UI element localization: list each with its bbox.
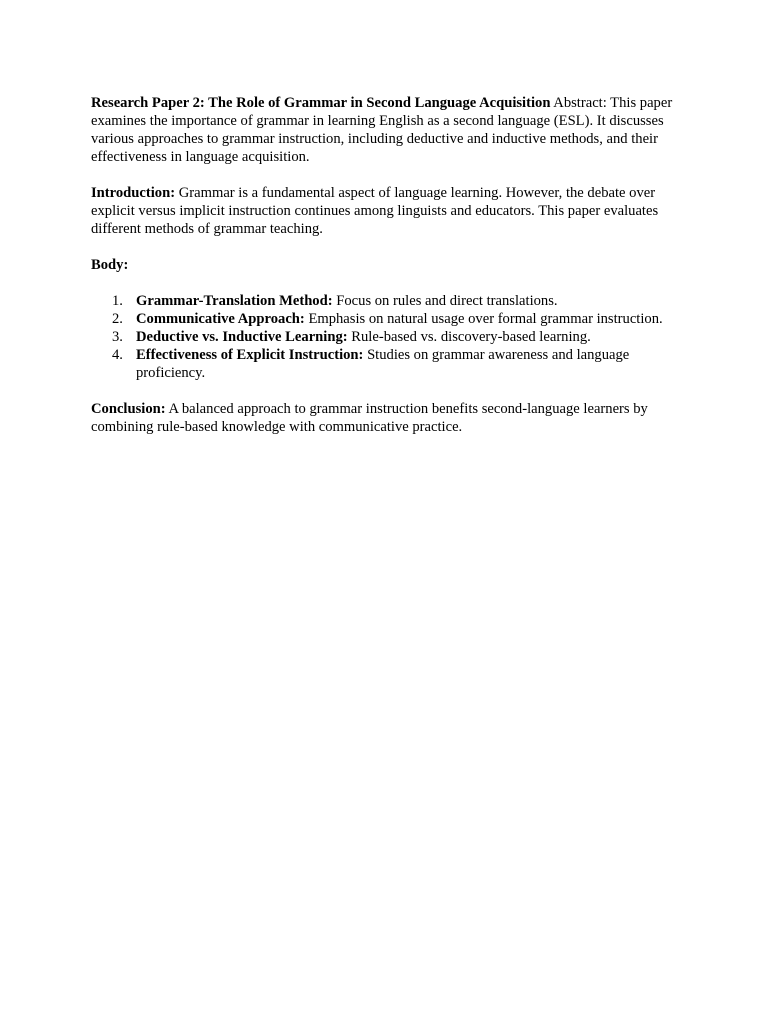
list-item (112, 328, 683, 346)
list-item-number: 3. (112, 329, 123, 345)
conclusion-text: A balanced approach to grammar instruction benefits second-language learners by combining rule-based knowledge with communicative practice. (91, 401, 648, 435)
list-item-text: Focus on rules and direct translations. (336, 293, 558, 309)
list-item-number: 1. (112, 293, 123, 309)
list-item-term: Deductive vs. Inductive Learning: (136, 329, 348, 345)
conclusion-paragraph (91, 400, 683, 436)
body-list (91, 292, 683, 382)
list-item (112, 292, 683, 310)
list-item-number: 2. (112, 311, 123, 327)
abstract-text: Abstract: This paper examines the importance of grammar in learning English as a second language (ESL). It discusses various approaches to grammar instruction, including deductive and inductive methods, and their effectiveness in language acquisition. (91, 95, 673, 165)
list-item-number: 4. (112, 347, 123, 363)
body-heading-paragraph (91, 256, 683, 274)
list-item-term: Communicative Approach: (136, 311, 305, 327)
body-heading: Body: (91, 257, 129, 273)
title-abstract-paragraph (91, 94, 683, 166)
list-item-term: Effectiveness of Explicit Instruction: (136, 347, 364, 363)
conclusion-heading: Conclusion: (91, 401, 166, 417)
document-page (91, 94, 683, 454)
list-item-text: Rule-based vs. discovery-based learning. (351, 329, 591, 345)
list-item-text: Emphasis on natural usage over formal grammar instruction. (308, 311, 663, 327)
introduction-paragraph (91, 184, 683, 238)
list-item (112, 310, 683, 328)
introduction-heading: Introduction: (91, 185, 176, 201)
list-item (112, 346, 683, 382)
introduction-text: Grammar is a fundamental aspect of language learning. However, the debate over explicit versus implicit instruction continues among linguists and educators. This paper evaluates different methods of grammar teaching. (91, 185, 659, 237)
paper-title: Research Paper 2: The Role of Grammar in Second Language Acquisition (91, 95, 551, 111)
list-item-term: Grammar-Translation Method: (136, 293, 333, 309)
list-item-text: Studies on grammar awareness and language proficiency. (136, 347, 630, 381)
